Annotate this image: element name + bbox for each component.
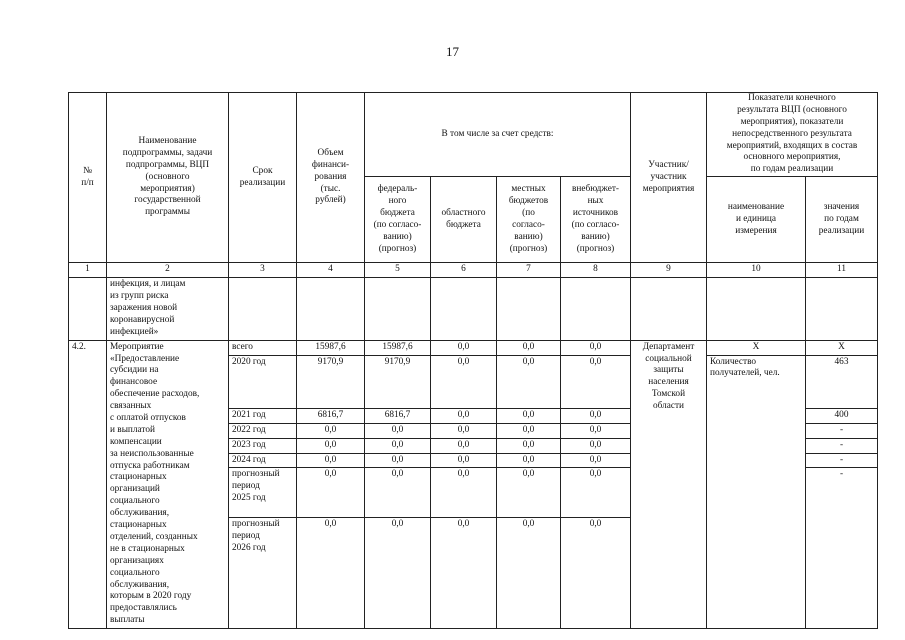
header-extrabudget: внебюджет- ных источников (по согласо- ванию) (прогноз) bbox=[561, 177, 631, 263]
regional-cell: 0,0 bbox=[431, 423, 497, 438]
period-cell: 2021 год bbox=[229, 408, 297, 423]
regional-cell: 0,0 bbox=[431, 355, 497, 408]
federal-cell: 0,0 bbox=[365, 517, 431, 628]
extrabudget-cell: 0,0 bbox=[561, 517, 631, 628]
indicator-value-cell: - bbox=[806, 453, 878, 468]
item-number: 4.2. bbox=[69, 340, 107, 628]
regional-cell: 0,0 bbox=[431, 340, 497, 355]
continuation-text: инфекция, и лицам из групп риска заражения новой коронавирусной инфекцией» bbox=[107, 278, 229, 340]
regional-cell: 0,0 bbox=[431, 517, 497, 628]
period-cell: прогнозный период 2026 год bbox=[229, 517, 297, 628]
header-indicator-name: наименование и единица измерения bbox=[707, 177, 806, 263]
column-number: 8 bbox=[561, 263, 631, 278]
column-number: 11 bbox=[806, 263, 878, 278]
extrabudget-cell: 0,0 bbox=[561, 423, 631, 438]
header-local: местных бюджетов (по согласо- ванию) (прогноз) bbox=[497, 177, 561, 263]
federal-cell: 6816,7 bbox=[365, 408, 431, 423]
period-cell: 2022 год bbox=[229, 423, 297, 438]
column-number: 2 bbox=[107, 263, 229, 278]
column-number: 6 bbox=[431, 263, 497, 278]
total-cell: 0,0 bbox=[297, 423, 365, 438]
column-number: 10 bbox=[707, 263, 806, 278]
local-cell: 0,0 bbox=[497, 355, 561, 408]
period-cell: 2023 год bbox=[229, 438, 297, 453]
header-name: Наименование подпрограммы, задачи подпрограммы, ВЦП (основного мероприятия) государственной программы bbox=[107, 93, 229, 263]
header-total: Объем финанси- рования (тыс. рублей) bbox=[297, 93, 365, 263]
continuation-number bbox=[69, 278, 107, 340]
header-participant: Участник/ участник мероприятия bbox=[631, 93, 707, 263]
federal-cell: 15987,6 bbox=[365, 340, 431, 355]
indicator-value-cell: - bbox=[806, 468, 878, 629]
participant-cell: Департамент социальной защиты населения Томской области bbox=[631, 340, 707, 628]
table-row bbox=[69, 340, 878, 355]
column-number: 5 bbox=[365, 263, 431, 278]
header-number: № п/п bbox=[69, 93, 107, 263]
period-cell: 2024 год bbox=[229, 453, 297, 468]
continuation-row bbox=[69, 278, 878, 340]
indicator-value-cell: 463 bbox=[806, 355, 878, 408]
federal-cell: 0,0 bbox=[365, 468, 431, 517]
page-number: 17 bbox=[446, 44, 459, 59]
local-cell: 0,0 bbox=[497, 468, 561, 517]
column-number: 3 bbox=[229, 263, 297, 278]
indicator-value-cell: - bbox=[806, 438, 878, 453]
indicator-name-cell: X bbox=[707, 340, 806, 355]
extrabudget-cell: 0,0 bbox=[561, 453, 631, 468]
header-row bbox=[69, 93, 878, 177]
federal-cell: 9170,9 bbox=[365, 355, 431, 408]
extrabudget-cell: 0,0 bbox=[561, 468, 631, 517]
header-indicator-values: значения по годам реализации bbox=[806, 177, 878, 263]
indicator-value-cell: X bbox=[806, 340, 878, 355]
indicator-name-cell: Количество получателей, чел. bbox=[707, 355, 806, 628]
local-cell: 0,0 bbox=[497, 438, 561, 453]
indicator-value-cell: - bbox=[806, 423, 878, 438]
header-indicators-group: Показатели конечного результата ВЦП (основного мероприятия), показатели непосредственного результата мероприятий, входящих в состав основного мероприятия, по годам реализации bbox=[707, 93, 878, 177]
period-cell: всего bbox=[229, 340, 297, 355]
total-cell: 0,0 bbox=[297, 438, 365, 453]
header-regional: областного бюджета bbox=[431, 177, 497, 263]
extrabudget-cell: 0,0 bbox=[561, 355, 631, 408]
regional-cell: 0,0 bbox=[431, 408, 497, 423]
local-cell: 0,0 bbox=[497, 453, 561, 468]
local-cell: 0,0 bbox=[497, 517, 561, 628]
local-cell: 0,0 bbox=[497, 423, 561, 438]
total-cell: 9170,9 bbox=[297, 355, 365, 408]
column-numbers-row bbox=[69, 263, 878, 278]
federal-cell: 0,0 bbox=[365, 453, 431, 468]
header-federal: федераль- ного бюджета (по согласо- ванию) (прогноз) bbox=[365, 177, 431, 263]
total-cell: 0,0 bbox=[297, 517, 365, 628]
regional-cell: 0,0 bbox=[431, 453, 497, 468]
period-cell: 2020 год bbox=[229, 355, 297, 408]
column-number: 7 bbox=[497, 263, 561, 278]
extrabudget-cell: 0,0 bbox=[561, 340, 631, 355]
program-table bbox=[68, 92, 878, 629]
item-name: Мероприятие «Предоставление субсидии на финансовое обеспечение расходов, связанных с оплатой отпусков и выплатой компенсации за неиспользованные отпуска работникам стационарных организаций социального обслуживания, стационарных отделений, созданных не в стационарных организациях социального обслуживания, которым в 2020 году предоставлялись выплаты bbox=[107, 340, 229, 628]
regional-cell: 0,0 bbox=[431, 468, 497, 517]
header-funding-group: В том числе за счет средств: bbox=[365, 93, 631, 177]
federal-cell: 0,0 bbox=[365, 438, 431, 453]
total-cell: 0,0 bbox=[297, 468, 365, 517]
total-cell: 6816,7 bbox=[297, 408, 365, 423]
column-number: 9 bbox=[631, 263, 707, 278]
period-cell: прогнозный период 2025 год bbox=[229, 468, 297, 517]
extrabudget-cell: 0,0 bbox=[561, 438, 631, 453]
indicator-value-cell: 400 bbox=[806, 408, 878, 423]
header-period: Срок реализации bbox=[229, 93, 297, 263]
regional-cell: 0,0 bbox=[431, 438, 497, 453]
column-number: 1 bbox=[69, 263, 107, 278]
federal-cell: 0,0 bbox=[365, 423, 431, 438]
local-cell: 0,0 bbox=[497, 340, 561, 355]
local-cell: 0,0 bbox=[497, 408, 561, 423]
total-cell: 15987,6 bbox=[297, 340, 365, 355]
column-number: 4 bbox=[297, 263, 365, 278]
total-cell: 0,0 bbox=[297, 453, 365, 468]
extrabudget-cell: 0,0 bbox=[561, 408, 631, 423]
